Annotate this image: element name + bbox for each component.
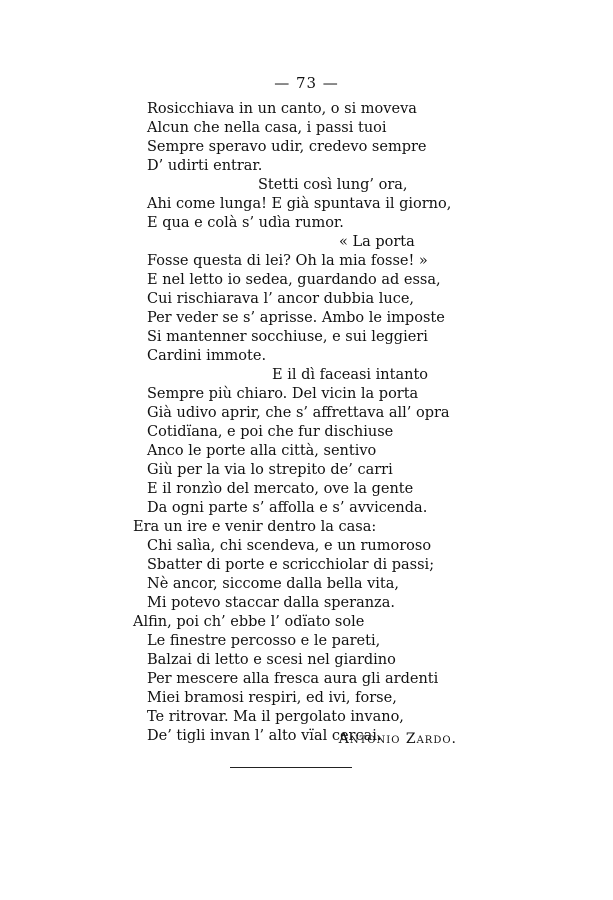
poem-line: Ahi come lunga! E già spuntava il giorno, bbox=[147, 196, 452, 212]
poem-line: E il ronzìo del mercato, ove la gente bbox=[147, 481, 414, 497]
poem-line: Mi potevo staccar dalla speranza. bbox=[147, 595, 395, 611]
poem-line: Alfin, poi ch’ ebbe l’ odïato sole bbox=[133, 614, 365, 630]
poem-line: De’ tigli invan l’ alto vïal cercai. bbox=[147, 728, 382, 744]
poem-line: D’ udirti entrar. bbox=[147, 158, 263, 174]
poem-line: Cotidïana, e poi che fur dischiuse bbox=[147, 424, 394, 440]
poem-line: Balzai di letto e scesi nel giardino bbox=[147, 652, 396, 668]
page-number: — 73 — bbox=[274, 74, 339, 92]
poem-line: « La porta bbox=[339, 234, 415, 250]
poem-line: E nel letto io sedea, guardando ad essa, bbox=[147, 272, 441, 288]
poem-line: Fosse questa di lei? Oh la mia fosse! » bbox=[147, 253, 428, 269]
poem-line: Si mantenner socchiuse, e sui leggieri bbox=[147, 329, 428, 345]
poem-line: Nè ancor, siccome dalla bella vita, bbox=[147, 576, 400, 592]
poem-line: Per veder se s’ aprisse. Ambo le imposte bbox=[147, 310, 445, 326]
poem-line: Giù per la via lo strepito de’ carri bbox=[147, 462, 393, 478]
poem-line: Le finestre percosso e le pareti, bbox=[147, 633, 381, 649]
poem-line: Stetti così lung’ ora, bbox=[258, 177, 408, 193]
poem-line: Chi salìa, chi scendeva, e un rumoroso bbox=[147, 538, 432, 554]
poem-line: Cui rischiarava l’ ancor dubbia luce, bbox=[147, 291, 415, 307]
poem-line: Rosicchiava in un canto, o si moveva bbox=[147, 101, 417, 117]
poem-line: Te ritrovar. Ma il pergolato invano, bbox=[147, 709, 404, 725]
author-signature: Antonio Zardo. bbox=[338, 731, 457, 747]
poem-line: Già udivo aprir, che s’ affrettava all’ opra bbox=[147, 405, 450, 421]
poem-line: Da ogni parte s’ affolla e s’ avvicenda. bbox=[147, 500, 428, 516]
poem-line: Era un ire e venir dentro la casa: bbox=[133, 519, 377, 535]
poem-line: Sempre speravo udir, credevo sempre bbox=[147, 139, 427, 155]
poem-line: Cardini immote. bbox=[147, 348, 267, 364]
poem-line: Miei bramosi respiri, ed ivi, forse, bbox=[147, 690, 397, 706]
poem-line: Sempre più chiaro. Del vicin la porta bbox=[147, 386, 419, 402]
poem-line: E qua e colà s’ udìa rumor. bbox=[147, 215, 344, 231]
closing-rule bbox=[230, 767, 352, 768]
poem-line: E il dì faceasi intanto bbox=[272, 367, 428, 383]
poem-line: Anco le porte alla città, sentivo bbox=[147, 443, 377, 459]
poem-line: Alcun che nella casa, i passi tuoi bbox=[147, 120, 387, 136]
poem-line: Sbatter di porte e scricchiolar di passi; bbox=[147, 557, 435, 573]
poem-line: Per mescere alla fresca aura gli ardenti bbox=[147, 671, 439, 687]
